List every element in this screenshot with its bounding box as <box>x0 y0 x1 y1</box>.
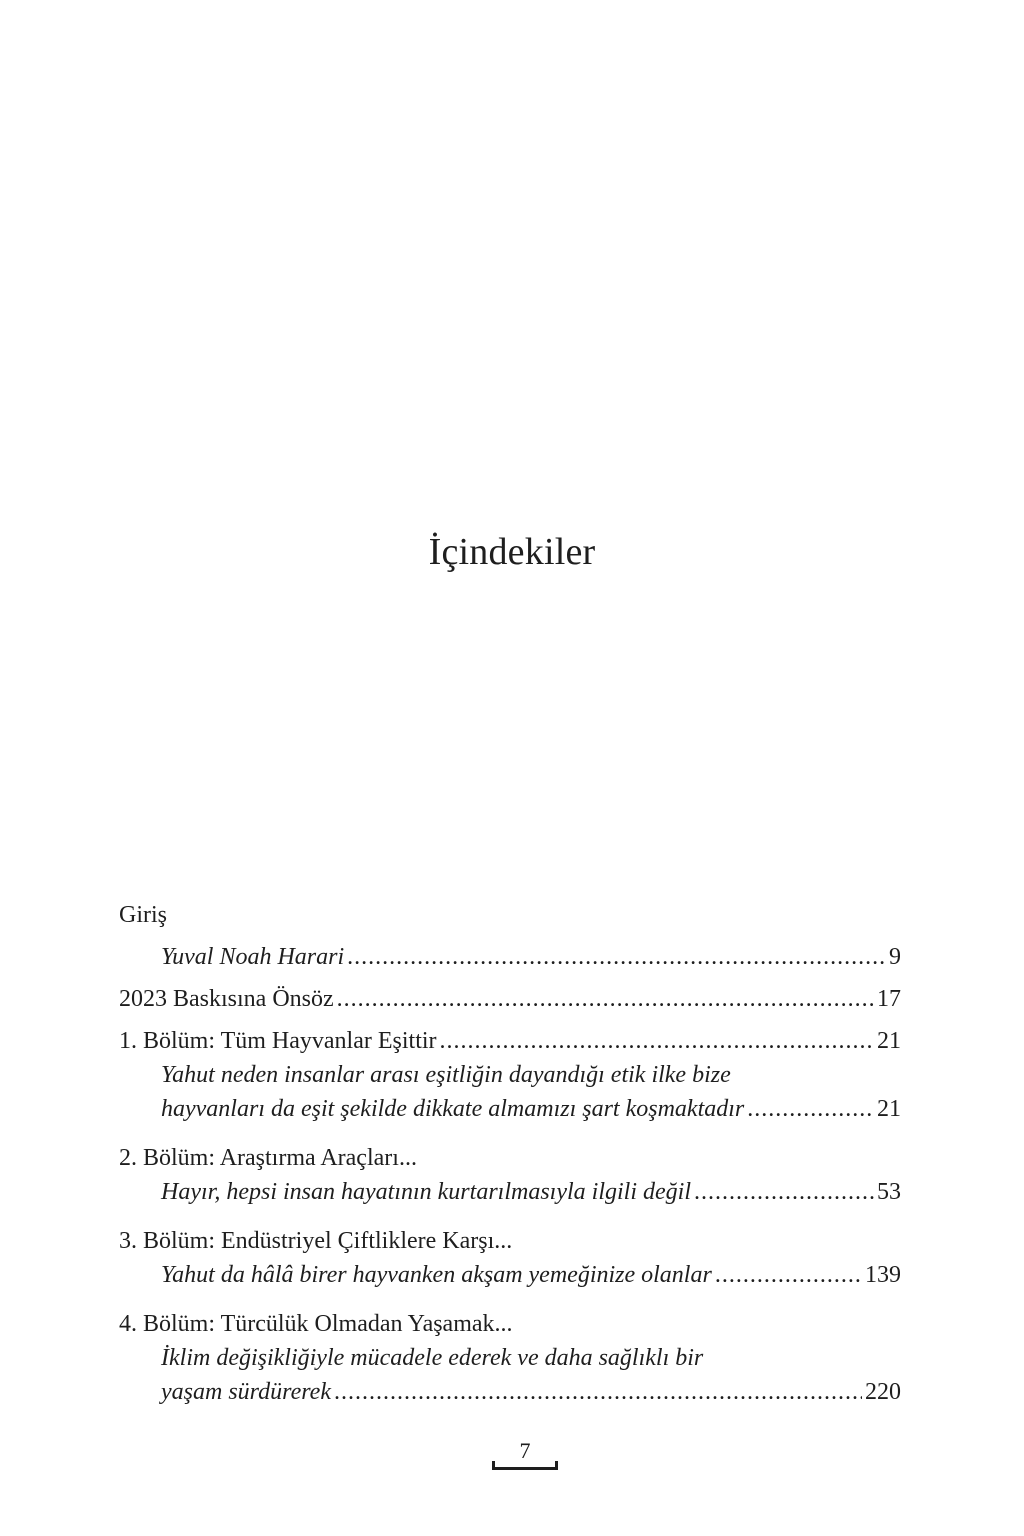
toc-subtitle-chapter-1-line-2 <box>119 1092 901 1126</box>
toc-page-number: 17 <box>877 986 901 1012</box>
toc-entry-chapter-4 <box>119 1307 901 1341</box>
toc-page-number: 53 <box>877 1179 901 1205</box>
toc-heading-intro-label: Giriş <box>119 902 167 928</box>
toc-subtitle-text: yaşam sürdürerek <box>161 1379 331 1405</box>
dot-leader <box>694 1175 874 1209</box>
dot-leader <box>715 1258 862 1292</box>
toc-subtitle-chapter-1-line-1 <box>119 1058 901 1092</box>
dot-leader <box>347 940 886 974</box>
toc-entry-chapter-3 <box>119 1224 901 1258</box>
toc-entry-chapter-1 <box>119 1024 901 1058</box>
toc-page-number: 21 <box>877 1096 901 1122</box>
table-of-contents <box>119 898 901 1409</box>
toc-entry-preface <box>119 982 901 1016</box>
toc-subtitle-text: hayvanları da eşit şekilde dikkate almamızı şart koşmaktadır <box>161 1096 745 1122</box>
page-number-bracket <box>492 1467 558 1470</box>
toc-entry-label: 2. Bölüm: Araştırma Araçları... <box>119 1145 417 1171</box>
toc-subtitle-chapter-2 <box>119 1175 901 1209</box>
toc-entry-label: 3. Bölüm: Endüstriyel Çiftliklere Karşı... <box>119 1228 513 1254</box>
dot-leader <box>337 982 874 1016</box>
toc-entry-label: 1. Bölüm: Tüm Hayvanlar Eşittir <box>119 1028 437 1054</box>
toc-entry-label: 2023 Baskısına Önsöz <box>119 986 334 1012</box>
toc-subtitle-text: Yahut da hâlâ birer hayvanken akşam yemeğinize olanlar <box>161 1262 712 1288</box>
toc-subtitle-text: Hayır, hepsi insan hayatının kurtarılmasıyla ilgili değil <box>161 1179 691 1205</box>
page-title: İçindekiler <box>428 531 596 573</box>
toc-subtitle-chapter-4-line-2 <box>119 1375 901 1409</box>
page-footer <box>492 1436 558 1470</box>
toc-subtitle-text: Yahut neden insanlar arası eşitliğin dayandığı etik ilke bize <box>161 1062 731 1088</box>
toc-page-number: 220 <box>865 1379 901 1405</box>
page-number: 7 <box>519 1438 531 1463</box>
dot-leader <box>334 1375 862 1409</box>
toc-entry-label: 4. Bölüm: Türcülük Olmadan Yaşamak... <box>119 1311 513 1337</box>
dot-leader <box>440 1024 874 1058</box>
dot-leader <box>747 1092 874 1126</box>
toc-page-number: 21 <box>877 1028 901 1054</box>
toc-entry-label: Yuval Noah Harari <box>161 944 345 970</box>
toc-page-number: 139 <box>865 1262 901 1288</box>
toc-heading-intro <box>119 898 901 932</box>
toc-subtitle-text: İklim değişikliğiyle mücadele ederek ve daha sağlıklı bir <box>161 1345 704 1371</box>
toc-entry-intro-author <box>119 940 901 974</box>
toc-subtitle-chapter-4-line-1 <box>119 1341 901 1375</box>
toc-page-number: 9 <box>889 944 901 970</box>
toc-entry-chapter-2 <box>119 1141 901 1175</box>
toc-subtitle-chapter-3 <box>119 1258 901 1292</box>
